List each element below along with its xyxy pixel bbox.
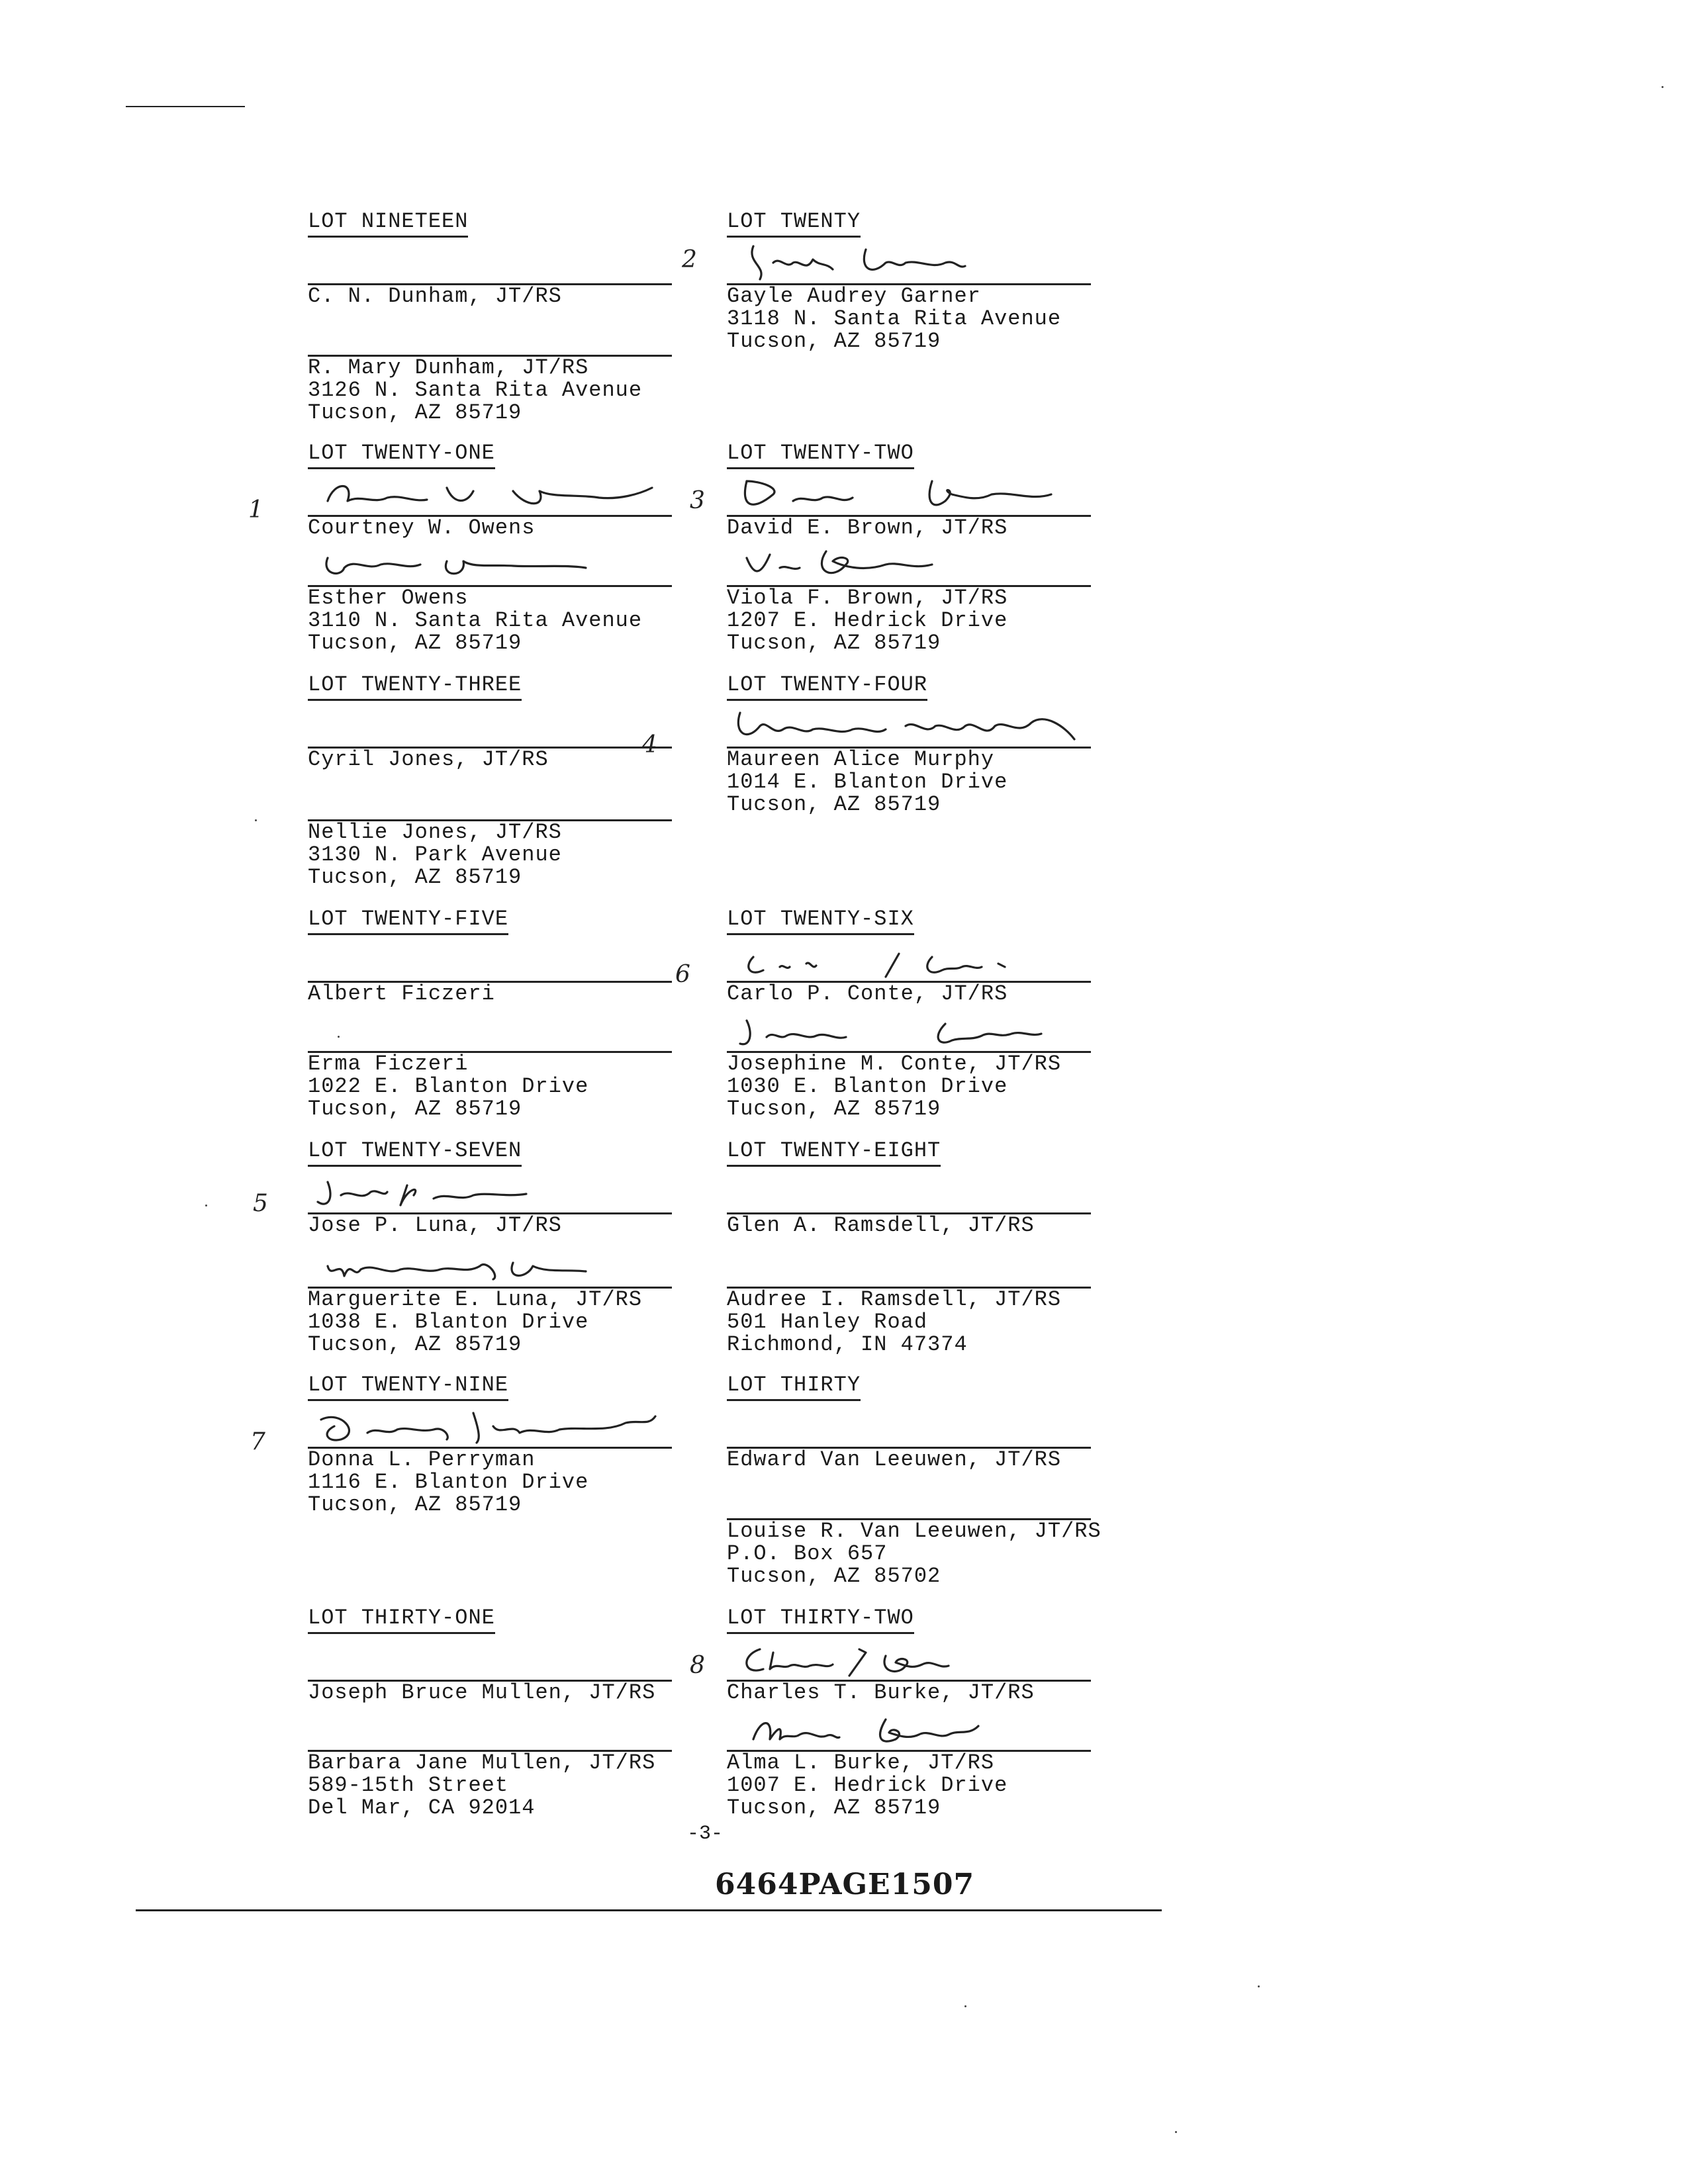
handwritten-signature [733,243,1078,283]
signature-line [308,473,672,517]
owner-name: Carlo P. Conte, JT/RS [727,981,1008,1006]
address-line: Tucson, AZ 85719 [308,1332,522,1357]
handwritten-signature [314,475,659,514]
signature-line [308,543,672,587]
signature-line [727,705,1091,749]
address-line: 589-15th Street [308,1773,509,1797]
lot-title: LOT THIRTY-TWO [727,1607,914,1634]
scan-speck [1175,2131,1177,2133]
signature-line [308,775,672,821]
address-line: Tucson, AZ 85719 [727,1796,941,1820]
scan-speck [1258,1985,1260,1987]
address-line: Tucson, AZ 85719 [308,1492,522,1517]
address-line: Tucson, AZ 85719 [727,1097,941,1121]
lot-30 [727,1373,1102,1588]
owner-name: Erma Ficzeri [308,1052,469,1076]
address-line: Tucson, AZ 85702 [727,1564,941,1588]
lot-28 [727,1140,1098,1356]
owner-name: C. N. Dunham, JT/RS [308,284,562,308]
lot-19 [308,210,679,424]
owner-name: Gayle Audrey Garner [727,284,981,308]
circled-mark: 6 [675,961,690,988]
address-line: Richmond, IN 47374 [727,1332,968,1357]
footer-rule [136,1909,1162,1911]
owner-name: Glen A. Ramsdell, JT/RS [727,1213,1035,1238]
owner-name: Cyril Jones, JT/RS [308,747,549,772]
lot-32 [727,1607,1098,1819]
owner-name: Alma L. Burke, JT/RS [727,1751,995,1775]
lot-title: LOT TWENTY-NINE [308,1374,508,1401]
handwritten-signature [314,545,659,584]
lot-title: LOT TWENTY-FOUR [727,674,927,701]
address-line: Tucson, AZ 85719 [308,400,522,425]
owner-name: Maureen Alice Murphy [727,747,995,772]
lot-title: LOT TWENTY-TWO [727,442,914,469]
lot-29 [308,1374,679,1516]
signature-line [727,939,1091,983]
owner-name: Audree I. Ramsdell, JT/RS [727,1287,1062,1312]
signature-line [308,705,672,749]
address-line: Tucson, AZ 85719 [308,631,522,655]
owner-name: David E. Brown, JT/RS [727,516,1008,540]
page-number: -3- [687,1823,724,1845]
signature-line [727,1009,1091,1053]
handwritten-signature [733,545,1078,584]
address-line: P.O. Box 657 [727,1541,888,1566]
lot-title: LOT TWENTY-ONE [308,442,495,469]
lot-27 [308,1140,679,1356]
handwritten-signature [314,1406,659,1446]
owner-name: Viola F. Brown, JT/RS [727,586,1008,610]
owner-name: Donna L. Perryman [308,1447,536,1472]
signature-line [308,1405,672,1449]
circled-mark: 1 [248,496,263,523]
signature-line [308,1708,672,1752]
signature-line [727,1475,1091,1520]
address-line: Tucson, AZ 85719 [727,631,941,655]
signature-line [727,1708,1091,1752]
address-line: Tucson, AZ 85719 [727,792,941,817]
owner-name: Marguerite E. Luna, JT/RS [308,1287,643,1312]
lot-22 [727,442,1098,655]
address-line: Del Mar, CA 92014 [308,1796,536,1820]
signature-line [308,1638,672,1682]
address-line: 1116 E. Blanton Drive [308,1470,589,1494]
handwritten-signature [733,475,1078,514]
address-line: 3110 N. Santa Rita Avenue [308,608,643,633]
handwritten-signature [733,1639,1078,1679]
circled-mark: 8 [690,1652,705,1679]
signature-line [308,1171,672,1214]
signature-line [308,1241,672,1289]
address-line: 1030 E. Blanton Drive [727,1074,1008,1099]
lot-title: LOT THIRTY [727,1374,861,1401]
signature-line [727,1241,1091,1289]
owner-name: Esther Owens [308,586,469,610]
owner-name: Nellie Jones, JT/RS [308,820,562,844]
lot-24 [727,674,1098,816]
lot-title: LOT NINETEEN [308,210,468,238]
lot-title: LOT TWENTY-FIVE [308,908,508,935]
owner-name: Courtney W. Owens [308,516,536,540]
lot-26 [727,908,1098,1120]
lot-20 [727,210,1098,353]
signature-line [308,312,672,357]
lot-title: LOT TWENTY [727,210,861,238]
circled-mark: 2 [682,246,697,273]
signature-line [308,1009,672,1053]
owner-name: Louise R. Van Leeuwen, JT/RS [727,1519,1102,1543]
address-line: 1007 E. Hedrick Drive [727,1773,1008,1797]
circled-mark: 4 [642,731,657,758]
book-page-stamp: 6464PAGE1507 [715,1868,975,1901]
lot-title: LOT THIRTY-ONE [308,1607,495,1634]
scan-speck [964,2005,966,2007]
lot-title: LOT TWENTY-THREE [308,674,522,701]
signature-line [727,1171,1091,1214]
owner-name: Charles T. Burke, JT/RS [727,1680,1035,1705]
owner-name: Barbara Jane Mullen, JT/RS [308,1751,656,1775]
owner-name: Josephine M. Conte, JT/RS [727,1052,1062,1076]
address-line: 3130 N. Park Avenue [308,842,562,867]
signature-line [727,242,1091,285]
address-line: 1207 E. Hedrick Drive [727,608,1008,633]
handwritten-signature [733,706,1078,746]
owner-name: Joseph Bruce Mullen, JT/RS [308,1680,656,1705]
address-line: 1014 E. Blanton Drive [727,770,1008,794]
signature-line [727,473,1091,517]
owner-name: Jose P. Luna, JT/RS [308,1213,562,1238]
address-line: 1022 E. Blanton Drive [308,1074,589,1099]
signature-line [727,1638,1091,1682]
address-line: 3118 N. Santa Rita Avenue [727,306,1062,331]
signature-line [727,543,1091,587]
owner-name: Albert Ficzeri [308,981,495,1006]
scan-speck [338,1036,340,1038]
lot-21 [308,442,679,655]
address-line: Tucson, AZ 85719 [308,1097,522,1121]
lot-23 [308,674,679,889]
address-line: Tucson, AZ 85719 [727,329,941,353]
scan-speck [1662,86,1664,88]
lot-title: LOT TWENTY-SEVEN [308,1140,522,1167]
handwritten-signature [314,1172,659,1212]
signature-line [308,242,672,285]
address-line: 1038 E. Blanton Drive [308,1310,589,1334]
owner-name: Edward Van Leeuwen, JT/RS [727,1447,1062,1472]
circled-mark: 7 [250,1428,265,1455]
lot-title: LOT TWENTY-SIX [727,908,914,935]
handwritten-signature [733,1709,1078,1749]
handwritten-signature [733,940,1078,980]
scan-speck [205,1205,207,1206]
lot-31 [308,1607,679,1819]
lot-25 [308,908,679,1120]
handwritten-signature [314,1246,659,1286]
scan-speck [255,819,257,821]
top-rule-fragment [126,106,245,107]
address-line: 501 Hanley Road [727,1310,928,1334]
address-line: 3126 N. Santa Rita Avenue [308,378,643,402]
signature-line [308,939,672,983]
circled-mark: 5 [253,1190,268,1217]
owner-name: R. Mary Dunham, JT/RS [308,355,589,380]
signature-line [727,1405,1091,1449]
lot-title: LOT TWENTY-EIGHT [727,1140,941,1167]
address-line: Tucson, AZ 85719 [308,865,522,889]
circled-mark: 3 [690,487,705,514]
handwritten-signature [733,1011,1078,1050]
